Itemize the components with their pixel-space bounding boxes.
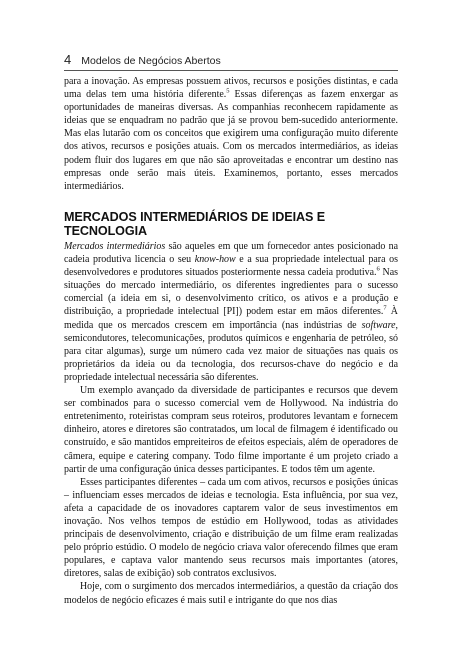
section-paragraph-1 (64, 240, 398, 384)
p1-text-c: Nas situações do mercado intermediário, os diferentes ingredientes para o sucesso comercial (a ideia em si, o desenvolvimento crítico, os ativos e a produção e distribuição, a propriedade intelectual [PI]) podem estar em mãos diferentes. (64, 267, 398, 318)
section-paragraph-2: Um exemplo avançado da diversidade de participantes e recursos que devem ser combinados para o sucesso comercial vem de Hollywood. Na indústria do entretenimento, roteiristas compram seus roteiros, produtores levantam e fornecem dinheiro, atores e diretores são contratados, um local de filmagem é identificado ou construído, e são mantidos empreiteiros de efeitos especiais, além de operadores de câmera, equipe e catering company. Todo filme importante é um projeto criado a partir de uma configuração única desses participantes. E todos têm um agente. (64, 385, 398, 475)
intro-text-a: para a inovação. As empresas possuem ativos, recursos e posições distintas, e cada uma delas tem uma história diferente. (64, 76, 398, 101)
p1-text-b: e a sua propriedade intelectual para os desenvolvedores e produtores situados posteriormente nessa cadeia produtiva. (64, 254, 398, 279)
footnote-marker-6[interactable]: 6 (376, 265, 380, 273)
section-heading: MERCADOS INTERMEDIÁRIOS DE IDEIAS E TECNOLOGIA (64, 210, 325, 238)
term-know-how: know-how (194, 254, 236, 266)
term-mercados-intermediarios: Mercados intermediários (64, 241, 166, 252)
intro-paragraph (64, 75, 398, 193)
intro-block (64, 75, 398, 193)
footnote-marker-7[interactable]: 7 (383, 305, 387, 313)
p1-text-d: À medida que os mercados crescem em importância (nas indústrias de (64, 306, 398, 331)
section-paragraph-3: Esses participantes diferentes – cada um com ativos, recursos e posições únicas – influenciam esses mercados de ideias e tecnologia. Esta influência, por sua vez, afeta a capacidade de os inovadores captarem valor de seus investimentos em inovação. Nos velhos tempos de estúdio em Hollywood, todas as atividades principais de desenvolvimento, criação e distribuição de um filme eram realizadas pelo próprio estúdio. O modelo de negócio criava valor oferecendo filmes que eram populares, e captava valor mantendo seus recursos mais importantes (atores, diretores, salas de exibição) sob contratos exclusivos. (64, 476, 398, 580)
running-head-title: Modelos de Negócios Abertos (81, 55, 221, 67)
term-software: software (361, 319, 396, 331)
page-number: 4 (64, 52, 72, 67)
header-divider (64, 70, 398, 71)
p1-text-a: são aqueles em que um fornecedor antes posicionado na cadeia produtiva licencia o seu (64, 241, 399, 266)
section-body (64, 240, 398, 607)
section-paragraph-4: Hoje, com o surgimento dos mercados intermediários, a questão da criação dos modelos de negócio eficazes é mais sutil e intrigante do que nos dias (64, 581, 398, 606)
running-head (64, 52, 404, 67)
p1-text-e: , semicondutores, telecomunicações, produtos químicos e engenharia de petróleo, só para citar algumas), surge um número cada vez maior de situações nas quais os proprietários da ideia ou da tecnologia, dos recursos-chave do negócio e da propriedade intelectual necessária são diferentes. (64, 319, 398, 383)
intro-text-b: Essas diferenças as fazem enxergar as oportunidades de maneiras diversas. As companhias reconhecem rapidamente as ideias que se enquadram no padrão que já se provou bem-sucedido anteriormente. Mas elas lutarão com os conceitos que exigirem uma configuração muito diferente dos ativos, recursos e posições atuais. Com os mercados intermediários, as ideias podem fluir dos lugares em que não são aproveitadas e encontrar um destino nas empresas onde serão mais úteis. Examinemos, portanto, esses mercados intermediários. (64, 89, 398, 192)
footnote-marker-5[interactable]: 5 (226, 87, 230, 95)
